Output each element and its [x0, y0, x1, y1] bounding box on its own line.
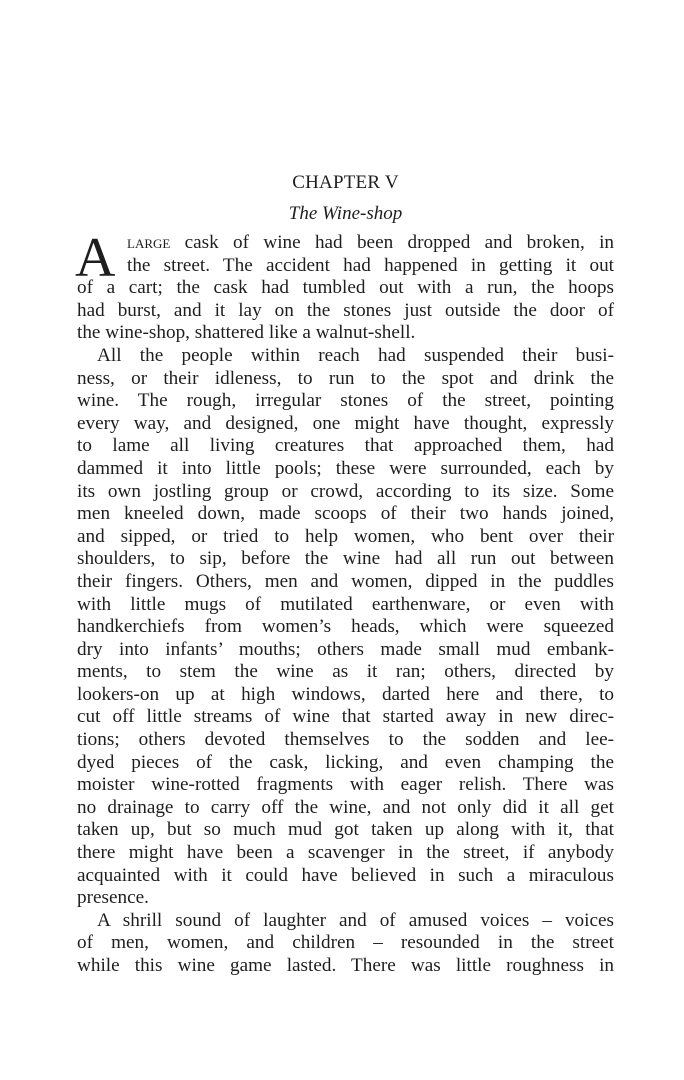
- text-line: acquainted with it could have believed in such a miraculous: [77, 864, 614, 886]
- text-line: while this wine game lasted. There was little roughness in: [77, 955, 614, 976]
- first-word: large: [127, 232, 171, 253]
- text-line: tions; others devoted themselves to the sodden and lee-: [77, 729, 614, 751]
- text-line: no drainage to carry off the wine, and not only did it all get: [77, 796, 614, 818]
- text-line: large cask of wine had been dropped and broken, in: [127, 232, 614, 253]
- text-line: handkerchiefs from women’s heads, which were squeezed: [77, 616, 614, 638]
- text-line: the street. The accident had happened in getting it out: [127, 254, 614, 276]
- text-line: with little mugs of mutilated earthenware, or even with: [77, 593, 614, 615]
- text-line: All the people within reach had suspended their busi-: [97, 344, 614, 366]
- drop-cap: A: [75, 227, 116, 289]
- text-line: men kneeled down, made scoops of their two hands joined,: [77, 503, 614, 525]
- text-line: the wine-shop, shattered like a walnut-shell.: [77, 322, 416, 344]
- text-line: of a cart; the cask had tumbled out with a run, the hoops: [77, 277, 614, 299]
- chapter-number: CHAPTER V: [292, 172, 399, 193]
- text-line: every way, and designed, one might have thought, expressly: [77, 412, 614, 434]
- chapter-title: The Wine-shop: [288, 203, 403, 224]
- text-line: ness, or their idleness, to run to the spot and drink the: [77, 367, 614, 389]
- text-line: dyed pieces of the cask, licking, and even champing the: [77, 751, 614, 773]
- text-line: its own jostling group or crowd, according to its size. Some: [77, 480, 614, 502]
- chapter-body: [75, 227, 614, 978]
- text-line: cut off little streams of wine that started away in new direc-: [77, 706, 614, 728]
- text-line: of men, women, and children – resounded in the street: [77, 932, 614, 954]
- text-line: there might have been a scavenger in the street, if anybody: [77, 842, 614, 864]
- text-line: A shrill sound of laughter and of amused voices – voices: [97, 909, 614, 931]
- text-line: wine. The rough, irregular stones of the street, pointing: [77, 390, 614, 412]
- text-line: shoulders, to sip, before the wine had all run out between: [77, 548, 614, 570]
- text-line: moister wine-rotted fragments with eager relish. There was: [77, 774, 614, 796]
- text-line: their fingers. Others, men and women, dipped in the puddles: [77, 570, 614, 592]
- text-line: to lame all living creatures that approached them, had: [77, 435, 614, 457]
- text-line: taken up, but so much mud got taken up along with it, that: [77, 819, 614, 841]
- text-line: lookers-on up at high windows, darted here and there, to: [77, 683, 614, 705]
- text-line: ments, to stem the wine as it ran; others, directed by: [77, 661, 614, 683]
- text-line: dammed it into little pools; these were surrounded, each by: [77, 457, 614, 479]
- text-line: dry into infants’ mouths; others made small mud embank-: [77, 638, 614, 660]
- text-line: and sipped, or tried to help women, who bent over their: [77, 525, 614, 547]
- text-line: presence.: [77, 887, 149, 909]
- text-line: had burst, and it lay on the stones just outside the door of: [77, 299, 614, 321]
